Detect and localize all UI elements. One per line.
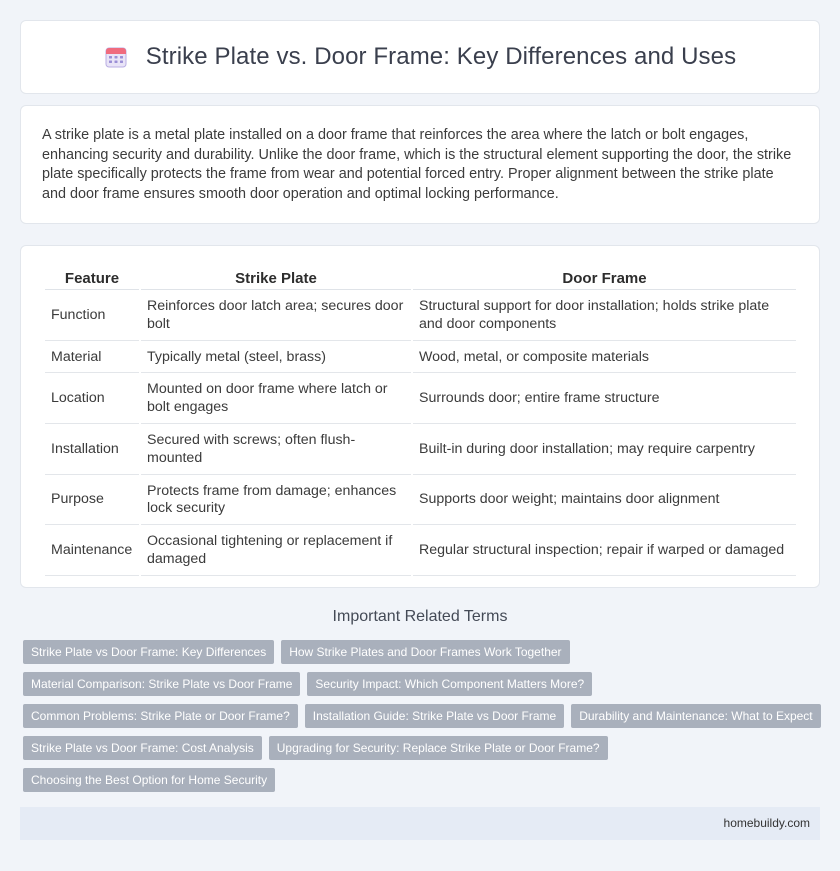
- column-header-feature: Feature: [45, 268, 139, 290]
- table-cell-feature: Function: [45, 292, 139, 341]
- table-row: [45, 426, 796, 475]
- header-card: [20, 20, 820, 94]
- column-header-door-frame: Door Frame: [413, 268, 796, 290]
- title-wrap: [104, 43, 736, 71]
- tag-row: [23, 768, 823, 792]
- footer: [20, 807, 820, 840]
- table-cell-strike-plate: Protects frame from damage; enhances lock security: [141, 477, 411, 526]
- related-tag[interactable]: Upgrading for Security: Replace Strike Plate or Door Frame?: [269, 736, 608, 760]
- intro-card: [20, 105, 820, 224]
- tag-row: [23, 736, 823, 760]
- table-cell-feature: Installation: [45, 426, 139, 475]
- table-cell-feature: Purpose: [45, 477, 139, 526]
- tag-row: [23, 640, 823, 664]
- tag-row: [23, 704, 823, 728]
- table-row: [45, 477, 796, 526]
- table-cell-door-frame: Wood, metal, or composite materials: [413, 343, 796, 374]
- table-row: [45, 527, 796, 576]
- related-tag[interactable]: Installation Guide: Strike Plate vs Door Frame: [305, 704, 564, 728]
- table-cell-feature: Material: [45, 343, 139, 374]
- table-cell-door-frame: Built-in during door installation; may require carpentry: [413, 426, 796, 475]
- table-cell-feature: Location: [45, 375, 139, 424]
- related-tag[interactable]: Choosing the Best Option for Home Security: [23, 768, 275, 792]
- calendar-icon: [104, 45, 128, 69]
- table-cell-strike-plate: Occasional tightening or replacement if damaged: [141, 527, 411, 576]
- table-row: [45, 375, 796, 424]
- related-tag[interactable]: How Strike Plates and Door Frames Work Together: [281, 640, 569, 664]
- table-cell-door-frame: Surrounds door; entire frame structure: [413, 375, 796, 424]
- table-cell-strike-plate: Secured with screws; often flush-mounted: [141, 426, 411, 475]
- comparison-table: [43, 266, 798, 578]
- column-header-strike-plate: Strike Plate: [141, 268, 411, 290]
- related-tag[interactable]: Strike Plate vs Door Frame: Cost Analysis: [23, 736, 262, 760]
- table-cell-door-frame: Supports door weight; maintains door alignment: [413, 477, 796, 526]
- footer-site-link[interactable]: homebuildy.com: [723, 816, 810, 830]
- page-title: Strike Plate vs. Door Frame: Key Differences and Uses: [145, 43, 737, 70]
- comparison-table-card: [20, 245, 820, 588]
- intro-paragraph: A strike plate is a metal plate installed on a door frame that reinforces the area where the latch or bolt engages, enhancing security and durability. Unlike the door frame, which is the structural element supporting the door, the strike plate specifically protects the frame from wear and potential forced entry. Proper alignment between the strike plate and door frame ensures smooth door operation and optimal locking performance.: [42, 127, 792, 202]
- table-row: [45, 292, 796, 341]
- table-cell-feature: Maintenance: [45, 527, 139, 576]
- table-header-row: [45, 268, 796, 290]
- related-tags: [23, 640, 823, 800]
- table-row: [45, 343, 796, 374]
- related-tag[interactable]: Durability and Maintenance: What to Expect: [571, 704, 820, 728]
- related-tag[interactable]: Strike Plate vs Door Frame: Key Differences: [23, 640, 274, 664]
- related-tag[interactable]: Common Problems: Strike Plate or Door Frame?: [23, 704, 298, 728]
- table-cell-strike-plate: Reinforces door latch area; secures door bolt: [141, 292, 411, 341]
- table-cell-strike-plate: Mounted on door frame where latch or bolt engages: [141, 375, 411, 424]
- tag-row: [23, 672, 823, 696]
- table-cell-door-frame: Regular structural inspection; repair if warped or damaged: [413, 527, 796, 576]
- related-tag[interactable]: Material Comparison: Strike Plate vs Door Frame: [23, 672, 300, 696]
- related-tag[interactable]: Security Impact: Which Component Matters More?: [307, 672, 592, 696]
- table-cell-door-frame: Structural support for door installation; holds strike plate and door components: [413, 292, 796, 341]
- table-cell-strike-plate: Typically metal (steel, brass): [141, 343, 411, 374]
- related-terms-title: Important Related Terms: [332, 608, 508, 625]
